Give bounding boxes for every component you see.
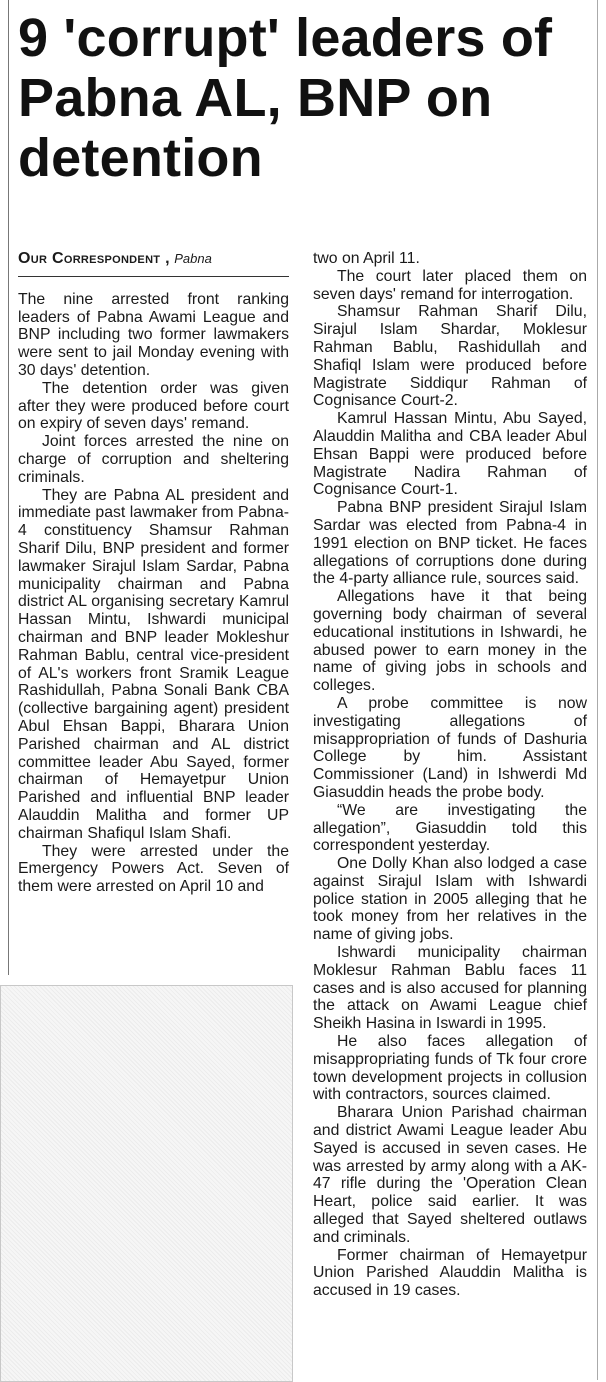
paragraph: two on April 11. — [313, 250, 420, 267]
right-column-rule — [597, 0, 598, 1380]
article-column-right — [313, 250, 587, 1300]
byline — [18, 250, 289, 277]
paragraph: The nine arrested front ranking leaders of Pabna Awami League and BNP including two former lawmakers were sent to jail Monday evening with 30 days' detention. — [18, 290, 289, 379]
adjacent-ad-space — [0, 985, 293, 1382]
paragraph: The detention order was given after they were produced before court on expiry of seven days' remand. — [18, 379, 289, 433]
left-column-rule — [8, 0, 9, 975]
paragraph: Kamrul Hassan Mintu, Abu Sayed, Alauddin Malitha and CBA leader Abul Ehsan Bappi were produced before Magistrate Nadira Rahman of Cognisance Court-1. — [313, 410, 587, 499]
paragraph: They were arrested under the Emergency Powers Act. Seven of them were arrested on April 10 and — [18, 842, 289, 896]
byline-author: Our Correspondent , — [18, 250, 170, 267]
paragraph: Ishwardi municipality chairman Moklesur Rahman Bablu faces 11 cases and is also accused for planning the attack on Awami League chief Sheikh Hasina in Iswardi in 1995. — [313, 944, 587, 1033]
paragraph: Bharara Union Parishad chairman and district Awami League leader Abu Sayed is accused in seven cases. He was arrested by army along with a AK-47 rifle during the 'Operation Clean Heart, police said earlier. It was alleged that Sayed sheltered outlaws and criminals. — [313, 1104, 587, 1246]
paragraph: Joint forces arrested the nine on charge of corruption and sheltering criminals. — [18, 433, 289, 486]
paragraph: They are Pabna AL president and immediate past lawmaker from Pabna-4 constituency Shamsur Rahman Sharif Dilu, BNP president and former lawmaker Sirajul Islam Sardar, Pabna municipality chairman and Pabna district AL organising secretary Kamrul Hassan Mintu, Ishwardi municipal chairman and BNP leader Mokleshur Rahman Bablu, central vice-president of AL's workers front Sramik League Rashidullah, Pabna Sonali Bank CBA (collective bargaining agent) president Abul Ehsan Bappi, Bharara Union Parished chairman and AL district committee leader Abu Sayed, former chairman of Hemayetpur Union Parished and influential BNP leader Alauddin Malitha and former UP chairman Shafiqul Islam Shafi. — [18, 486, 289, 842]
paragraph: Allegations have it that being governing body chairman of several educational institutions in Ishwardi, he abused power to earn money in the name of giving jobs in schools and colleges. — [313, 588, 587, 695]
paragraph: He also faces allegation of misappropriating funds of Tk four crore town development projects in collusion with contractors, sources claimed. — [313, 1033, 587, 1104]
headline: 9 'corrupt' leaders of Pabna AL, BNP on detention — [18, 8, 553, 188]
paragraph: Shamsur Rahman Sharif Dilu, Sirajul Islam Shardar, Moklesur Rahman Bablu, Rashidullah and Shafiql Islam were produced before Magistrate Siddiqur Rahman of Cognisance Court-2. — [313, 303, 587, 410]
paragraph: A probe committee is now investigating allegations of misappropriation of funds of Dashuria College by him. Assistant Commissioner (Land) in Ishwerdi Md Giasuddin heads the probe body. — [313, 694, 587, 801]
article-column-left — [18, 250, 289, 896]
paragraph: “We are investigating the allegation”, Giasuddin told this correspondent yesterday. — [313, 801, 587, 855]
paragraph: Former chairman of Hemayetpur Union Parished Alauddin Malitha is accused in 19 cases. — [313, 1246, 587, 1300]
paragraph: One Dolly Khan also lodged a case against Sirajul Islam with Ishwardi police station in 2005 alleging that he took money from her relatives in the name of giving jobs. — [313, 855, 587, 944]
paragraph: Pabna BNP president Sirajul Islam Sardar was elected from Pabna-4 in 1991 election on BNP ticket. He faces allegations of corruptions done during the 4-party alliance rule, sources said. — [313, 499, 587, 588]
paragraph: The court later placed them on seven days' remand for interrogation. — [313, 267, 587, 303]
byline-place: Pabna — [174, 251, 212, 266]
